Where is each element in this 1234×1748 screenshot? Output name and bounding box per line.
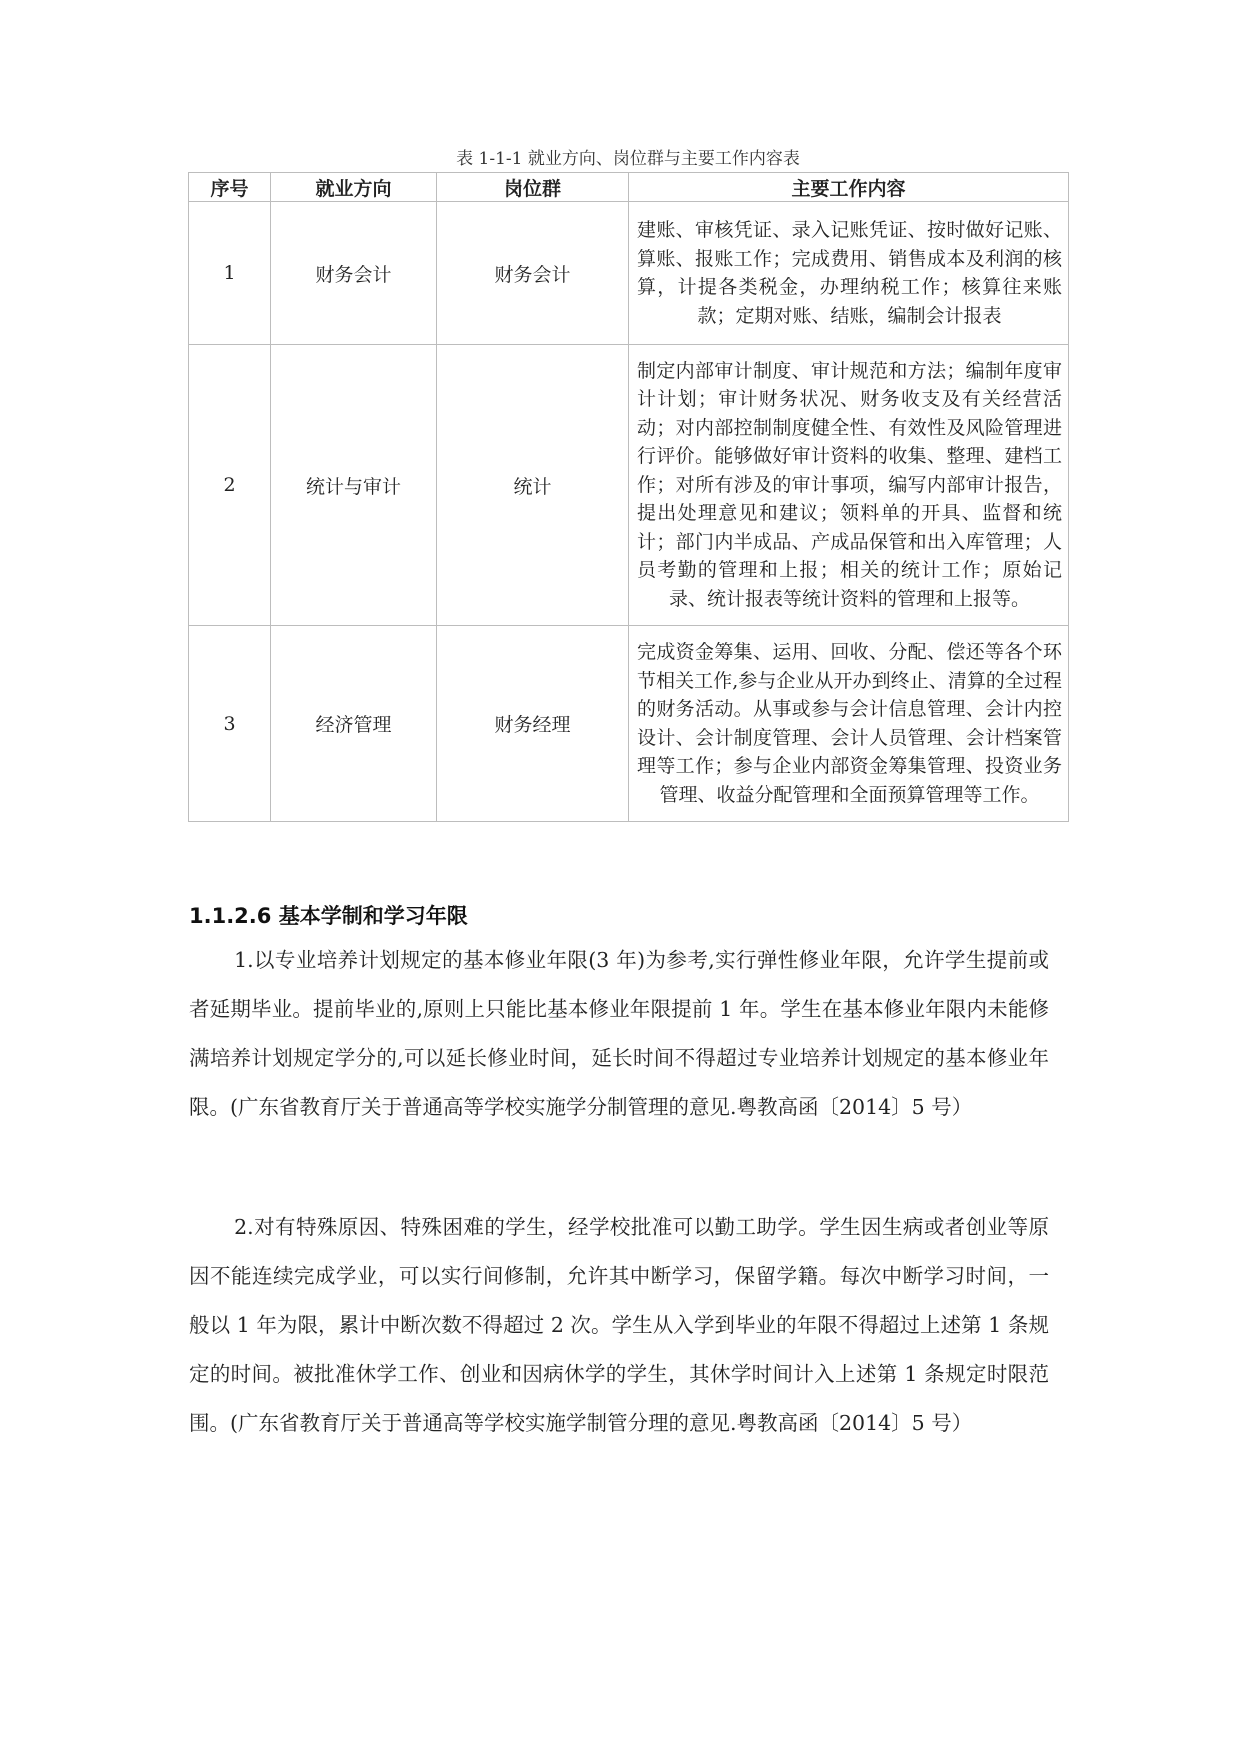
cell-no: 1 bbox=[189, 202, 271, 345]
cell-no: 2 bbox=[189, 345, 271, 626]
cell-group: 财务经理 bbox=[437, 626, 629, 822]
cell-group: 统计 bbox=[437, 345, 629, 626]
paragraph: 1.以专业培养计划规定的基本修业年限(3 年)为参考,实行弹性修业年限，允许学生提前或者延期毕业。提前毕业的,原则上只能比基本修业年限提前 1 年。学生在基本修业年限内未能修满培养计划规定学分的,可以延长修业时间，延长时间不得超过专业培养计划规定的基本修业年限。(广东省教育厅关于普通高等学校实施学分制管理的意见.粤教高函〔2014〕5 号） bbox=[189, 948, 1049, 1119]
table-caption: 表 1-1-1 就业方向、岗位群与主要工作内容表 bbox=[456, 149, 800, 169]
paragraph: 2.对有特殊原因、特殊困难的学生，经学校批准可以勤工助学。学生因生病或者创业等原因不能连续完成学业，可以实行间修制，允许其中断学习，保留学籍。每次中断学习时间，一般以 1 年为限，累计中断次数不得超过 2 次。学生从入学到毕业的年限不得超过上述第 1 条规定的时间。被批准休学工作、创业和因病休学的学生，其休学时间计入上述第 1 条规定时限范围。(广东省教育厅关于普通高等学校实施学制管分理的意见.粤教高函〔2014〕5 号） bbox=[189, 1215, 1049, 1435]
header-no: 序号 bbox=[189, 173, 271, 202]
employment-table bbox=[188, 172, 1069, 822]
header-group: 岗位群 bbox=[437, 173, 629, 202]
header-content: 主要工作内容 bbox=[629, 173, 1069, 202]
cell-content: 完成资金筹集、运用、回收、分配、偿还等各个环节相关工作,参与企业从开办到终止、清算的全过程的财务活动。从事或参与会计信息管理、会计内控设计、会计制度管理、会计人员管理、会计档案管理等工作；参与企业内部资金筹集管理、投资业务管理、收益分配管理和全面预算管理等工作。 bbox=[629, 626, 1069, 822]
table-row bbox=[189, 626, 1069, 822]
cell-content: 制定内部审计制度、审计规范和方法；编制年度审计计划；审计财务状况、财务收支及有关经营活动；对内部控制制度健全性、有效性及风险管理进行评价。能够做好审计资料的收集、整理、建档工作；对所有涉及的审计事项，编写内部审计报告，提出处理意见和建议；领料单的开具、监督和统计；部门内半成品、产成品保管和出入库管理；人员考勤的管理和上报；相关的统计工作；原始记录、统计报表等统计资料的管理和上报等。 bbox=[629, 345, 1069, 626]
cell-content: 建账、审核凭证、录入记账凭证、按时做好记账、算账、报账工作；完成费用、销售成本及利润的核算，计提各类税金，办理纳税工作；核算往来账款；定期对账、结账，编制会计报表 bbox=[629, 202, 1069, 345]
table-row bbox=[189, 202, 1069, 345]
cell-direction: 统计与审计 bbox=[271, 345, 437, 626]
cell-group: 财务会计 bbox=[437, 202, 629, 345]
table-row bbox=[189, 345, 1069, 626]
cell-direction: 财务会计 bbox=[271, 202, 437, 345]
cell-no: 3 bbox=[189, 626, 271, 822]
table-header-row bbox=[189, 173, 1069, 202]
header-direction: 就业方向 bbox=[271, 173, 437, 202]
cell-direction: 经济管理 bbox=[271, 626, 437, 822]
section-heading: 1.1.2.6 基本学制和学习年限 bbox=[189, 904, 468, 928]
